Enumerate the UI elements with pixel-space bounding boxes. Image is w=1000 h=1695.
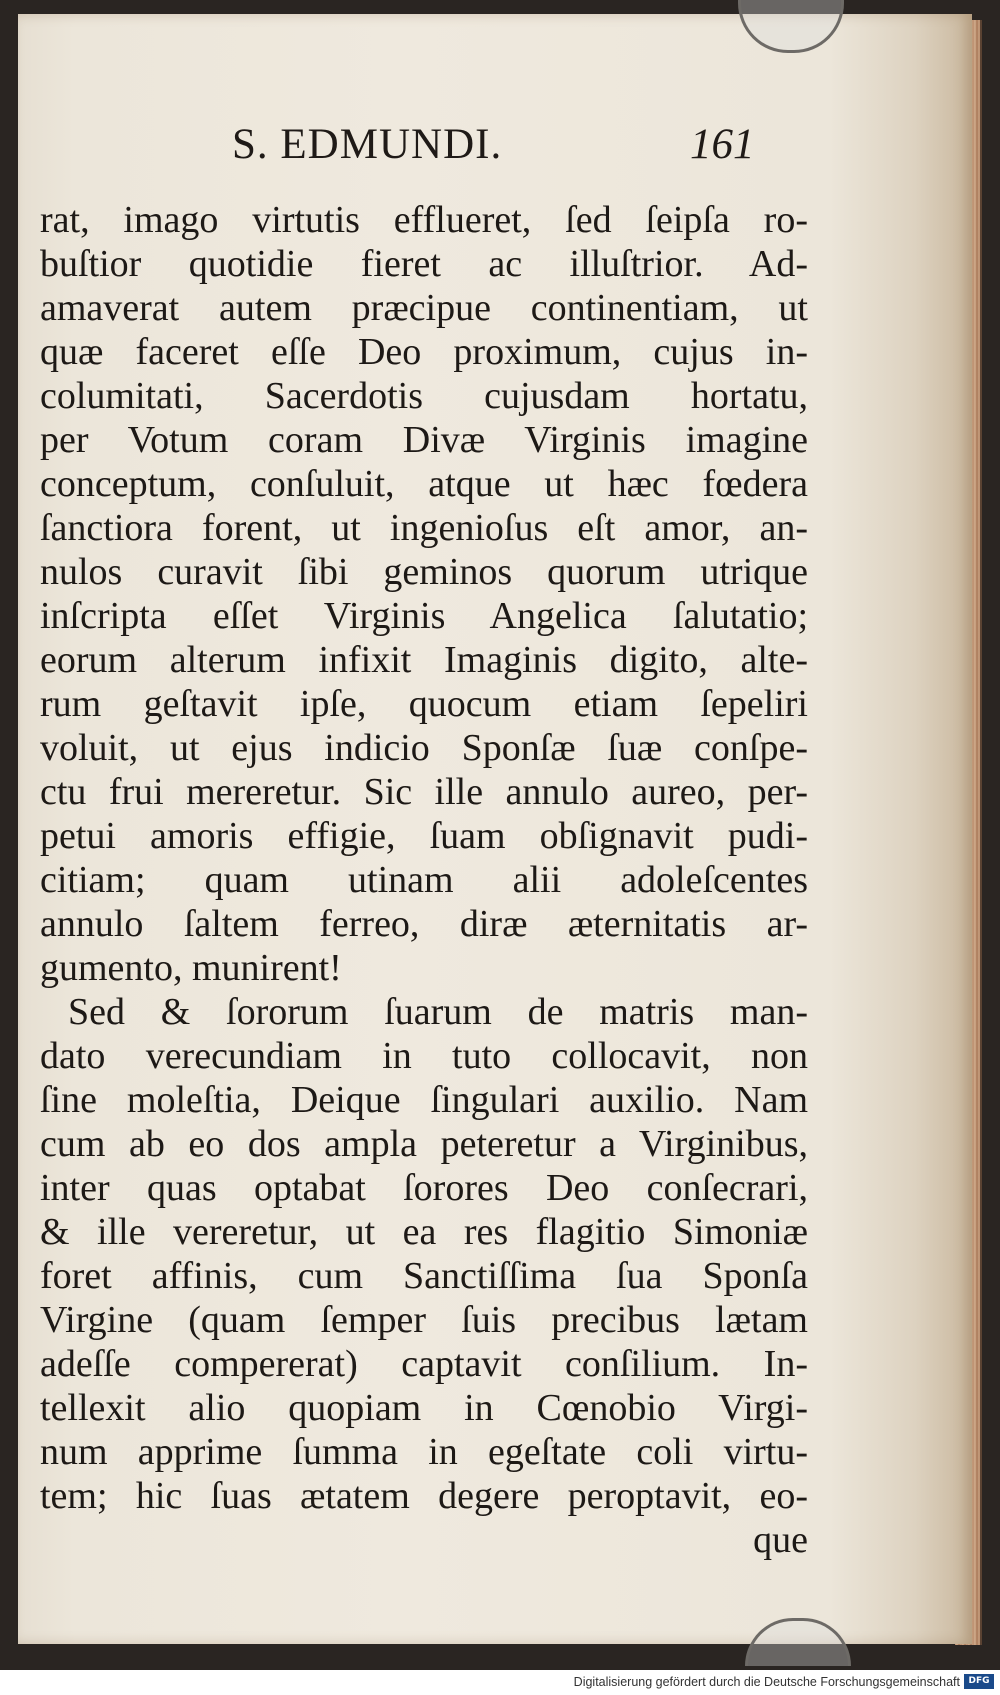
text-line: rum geſtavit ipſe, quocum etiam ſepeliri	[40, 683, 808, 725]
running-head-title: S. EDMUNDI.	[232, 121, 503, 168]
text-line: ctu frui mereretur. Sic ille annulo aureo, per-	[40, 771, 808, 813]
text-line: cum ab eo dos ampla peteretur a Virginibus,	[40, 1123, 808, 1165]
text-line: inſcripta eſſet Virginis Angelica ſalutatio;	[40, 595, 808, 637]
text-line: voluit, ut ejus indicio Sponſæ ſuæ conſpe-	[40, 727, 808, 769]
funding-credit: Digitalisierung gefördert durch die Deutsche Forschungsgemeinschaft	[573, 1675, 960, 1689]
text-line: tellexit alio quopiam in Cœnobio Virgi-	[40, 1387, 808, 1429]
body-text	[40, 198, 808, 1562]
running-head	[0, 120, 1000, 168]
text-line: foret affinis, cum Sanctiſſima ſua Sponſa	[40, 1255, 808, 1297]
digitization-footer	[0, 1670, 1000, 1695]
text-line: quæ faceret eſſe Deo proximum, cujus in-	[40, 331, 808, 373]
text-line: nulos curavit ſibi geminos quorum utrique	[40, 551, 808, 593]
text-line: annulo ſaltem ferreo, diræ æternitatis ar-	[40, 903, 808, 945]
text-line: ſanctiora forent, ut ingenioſus eſt amor, an-	[40, 507, 808, 549]
text-line: adeſſe compererat) captavit conſilium. In-	[40, 1343, 808, 1385]
text-line: eorum alterum infixit Imaginis digito, alte-	[40, 639, 808, 681]
dfg-logo-icon: DFG	[964, 1674, 994, 1689]
text-line: tem; hic ſuas ætatem degere peroptavit, eo-	[40, 1475, 808, 1517]
text-line: gumento, munirent!	[40, 947, 342, 989]
text-line: inter quas optabat ſorores Deo conſecrari,	[40, 1167, 808, 1209]
text-line: dato verecundiam in tuto collocavit, non	[40, 1035, 808, 1077]
text-line: per Votum coram Divæ Virginis imagine	[40, 419, 808, 461]
text-line: citiam; quam utinam alii adoleſcentes	[40, 859, 808, 901]
page-number: 161	[690, 121, 755, 168]
text-line: columitati, Sacerdotis cujusdam hortatu,	[40, 375, 808, 417]
text-line: ſine moleſtia, Deique ſingulari auxilio. Nam	[40, 1079, 808, 1121]
catchword: que	[753, 1519, 808, 1561]
text-line: Virgine (quam ſemper ſuis precibus lætam	[40, 1299, 808, 1341]
text-line: buſtior quotidie fieret ac illuſtrior. Ad-	[40, 243, 808, 285]
text-line: conceptum, conſuluit, atque ut hæc fœdera	[40, 463, 808, 505]
text-line: rat, imago virtutis efflueret, ſed ſeipſa ro-	[40, 199, 808, 241]
text-line: Sed & ſororum ſuarum de matris man-	[68, 991, 808, 1033]
text-line: amaverat autem præcipue continentiam, ut	[40, 287, 808, 329]
text-line: petui amoris effigie, ſuam obſignavit pudi-	[40, 815, 808, 857]
text-line: num apprime ſumma in egeſtate coli virtu-	[40, 1431, 808, 1473]
text-line: & ille vereretur, ut ea res flagitio Simoniæ	[40, 1211, 808, 1253]
